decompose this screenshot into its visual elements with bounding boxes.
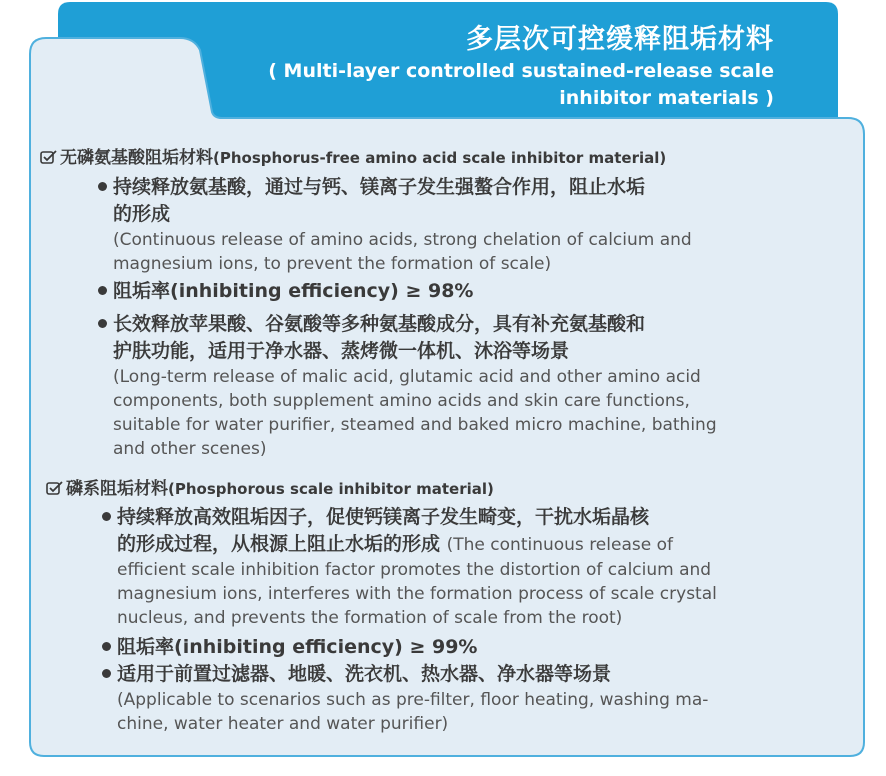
efficiency-label-en: (inhibiting efficiency) xyxy=(174,636,403,658)
bullet-cn-line-2-wrap xyxy=(117,531,837,558)
bullet-en-line-2: chine, water heater and water purifier) xyxy=(117,714,449,734)
bullet-cn-line-2: 的形成 xyxy=(113,203,171,225)
section-title-phosphorous xyxy=(46,474,494,499)
header xyxy=(0,0,886,108)
checkbox-icon xyxy=(40,149,58,165)
efficiency-label-en: (inhibiting efficiency) xyxy=(170,280,399,302)
section-title-en: (Phosphorus-free amino acid scale inhibitor material) xyxy=(213,149,667,167)
efficiency-line xyxy=(113,278,813,305)
bullet-cn-line-1: 长效释放苹果酸、谷氨酸等多种氨基酸成分，具有补充氨基酸和 xyxy=(113,313,646,335)
section-title-en: (Phosphorous scale inhibitor material) xyxy=(168,480,494,498)
section-title-cn: 磷系阻垢材料 xyxy=(66,479,168,499)
bullet-inhibition-factor xyxy=(117,504,837,630)
bullet-cn: 适用于前置过滤器、地暖、洗衣机、热水器、净水器等场景 xyxy=(117,663,612,685)
bullet-en-line-2: magnesium ions, to prevent the formation of scale) xyxy=(113,254,552,274)
subtitle-line-1: ( Multi-layer controlled sustained-release scale xyxy=(268,60,774,82)
bullet-long-term-release xyxy=(113,311,813,461)
efficiency-value: ≥ 98% xyxy=(405,280,474,302)
bullet-dot xyxy=(102,512,111,521)
bullet-en-line-4: and other scenes) xyxy=(113,439,267,459)
checkbox-icon xyxy=(46,480,64,496)
bullet-efficiency-99 xyxy=(117,634,817,661)
bullet-en-line-2: components, both supplement amino acids and skin care functions, xyxy=(113,391,690,411)
bullet-cn-line-2: 的形成过程，从根源上阻止水垢的形成 xyxy=(117,533,441,555)
bullet-en-line-3: nucleus, and prevents the formation of scale from the root) xyxy=(117,608,623,628)
bullet-en-line-1: (Applicable to scenarios such as pre-filter, floor heating, washing ma- xyxy=(117,690,709,710)
bullet-dot xyxy=(98,319,107,328)
page-subtitle xyxy=(214,58,774,112)
efficiency-label-cn: 阻垢率 xyxy=(117,636,175,658)
subtitle-line-2: inhibitor materials ) xyxy=(559,87,774,109)
bullet-en-line-1: efficient scale inhibition factor promotes the distortion of calcium and xyxy=(117,560,712,580)
bullet-en-line-3: suitable for water purifier, steamed and baked micro machine, bathing xyxy=(113,415,717,435)
page-title: 多层次可控缓释阻垢材料 xyxy=(466,24,774,55)
bullet-dot xyxy=(102,669,111,678)
bullet-en-inline: (The continuous release of xyxy=(446,535,673,555)
bullet-cn-line-2: 护肤功能，适用于净水器、蒸烤微一体机、沐浴等场景 xyxy=(113,340,570,362)
efficiency-line xyxy=(117,634,817,661)
bullet-en-line-1: (Continuous release of amino acids, strong chelation of calcium and xyxy=(113,230,692,250)
bullet-amino-release xyxy=(113,174,813,276)
bullet-en-line-2: magnesium ions, interferes with the formation process of scale crystal xyxy=(117,584,717,604)
section-title-phosphorus-free xyxy=(40,143,666,168)
bullet-cn-line-1: 持续释放高效阻垢因子，促使钙镁离子发生畸变，干扰水垢晶核 xyxy=(117,506,650,528)
bullet-dot xyxy=(102,642,111,651)
efficiency-value: ≥ 99% xyxy=(409,636,478,658)
bullet-dot xyxy=(98,182,107,191)
bullet-en-line-1: (Long-term release of malic acid, glutamic acid and other amino acid xyxy=(113,367,701,387)
bullet-efficiency-98 xyxy=(113,278,813,305)
efficiency-label-cn: 阻垢率 xyxy=(113,280,171,302)
bullet-cn-line-1: 持续释放氨基酸，通过与钙、镁离子发生强螯合作用，阻止水垢 xyxy=(113,176,646,198)
bullet-applicable-scenarios xyxy=(117,661,817,736)
bullet-dot xyxy=(98,286,107,295)
section-title-cn: 无磷氨基酸阻垢材料 xyxy=(60,148,213,168)
